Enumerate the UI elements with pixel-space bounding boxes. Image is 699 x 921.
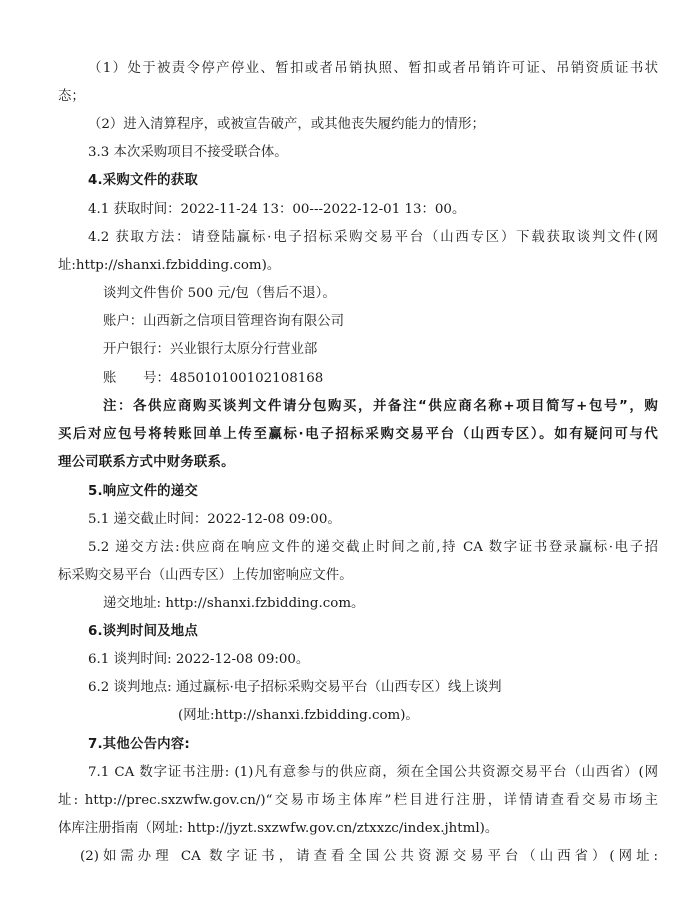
text-line: (2)如需办理 CA 数字证书，请查看全国公共资源交易平台（山西省）(网址: [80, 849, 658, 864]
text-line: 谈判文件售价 500 元/包（售后不退）。 [103, 286, 336, 301]
text-line: 5.1 递交截止时间：2022-12-08 09:00。 [88, 512, 341, 527]
section-heading-7: 7.其他公告内容: [88, 737, 190, 752]
text-line: 态； [58, 89, 85, 104]
text-line: (网址:http://shanxi.fzbidding.com)。 [178, 708, 419, 723]
text-line: 址:http://shanxi.fzbidding.com)。 [58, 258, 281, 273]
text-line: 6.2 谈判地点: 通过赢标·电子招标采购交易平台（山西专区）线上谈判 [88, 680, 502, 695]
text-line: 递交地址: http://shanxi.fzbidding.com。 [103, 596, 365, 611]
text-line: 6.1 谈判时间: 2022-12-08 09:00。 [88, 652, 310, 667]
text-line: 标采购交易平台（山西专区）上传加密响应文件。 [58, 568, 353, 583]
section-heading-6: 6.谈判时间及地点 [88, 624, 198, 639]
text-line: 4.1 获取时间：2022-11-24 13：00---2022-12-01 13：00。 [88, 202, 466, 217]
section-heading-4: 4.采购文件的获取 [88, 173, 198, 188]
text-line: 3.3 本次采购项目不接受联合体。 [88, 145, 288, 160]
text-line: 开户银行：兴业银行太原分行营业部 [103, 342, 318, 357]
text-line: 址: http://prec.sxzwfw.gov.cn/)“交易市场主体库”栏目进行注册，详情请查看交易市场主 [58, 793, 658, 808]
text-line: （2）进入清算程序，或被宣告破产，或其他丧失履约能力的情形； [88, 117, 485, 132]
text-line: 5.2 递交方法:供应商在响应文件的递交截止时间之前,持 CA 数字证书登录赢标·电子招 [88, 540, 658, 555]
section-heading-5: 5.响应文件的递交 [88, 484, 198, 499]
text-line: 账 号：485010100102108168 [103, 371, 324, 386]
note-line: 注：各供应商购买谈判文件请分包购买，并备注“供应商名称+项目简写+包号”，购 [103, 399, 658, 414]
text-line: 7.1 CA 数字证书注册: (1)凡有意参与的供应商，须在全国公共资源交易平台（山西省）(网 [88, 765, 658, 780]
text-line: 4.2 获取方法：请登陆赢标·电子招标采购交易平台（山西专区）下载获取谈判文件(网 [88, 230, 658, 245]
text-line: （1）处于被责令停产停业、暂扣或者吊销执照、暂扣或者吊销许可证、吊销资质证书状 [88, 61, 658, 76]
text-line: 体库注册指南（网址: http://jyzt.sxzwfw.gov.cn/ztxxzc/index.jhtml)。 [58, 821, 499, 836]
note-line: 理公司联系方式中财务联系。 [58, 455, 235, 470]
text-line: 账户：山西新之信项目管理咨询有限公司 [103, 314, 345, 329]
note-line: 买后对应包号将转账回单上传至赢标·电子招标采购交易平台（山西专区）。如有疑问可与代 [58, 427, 658, 442]
